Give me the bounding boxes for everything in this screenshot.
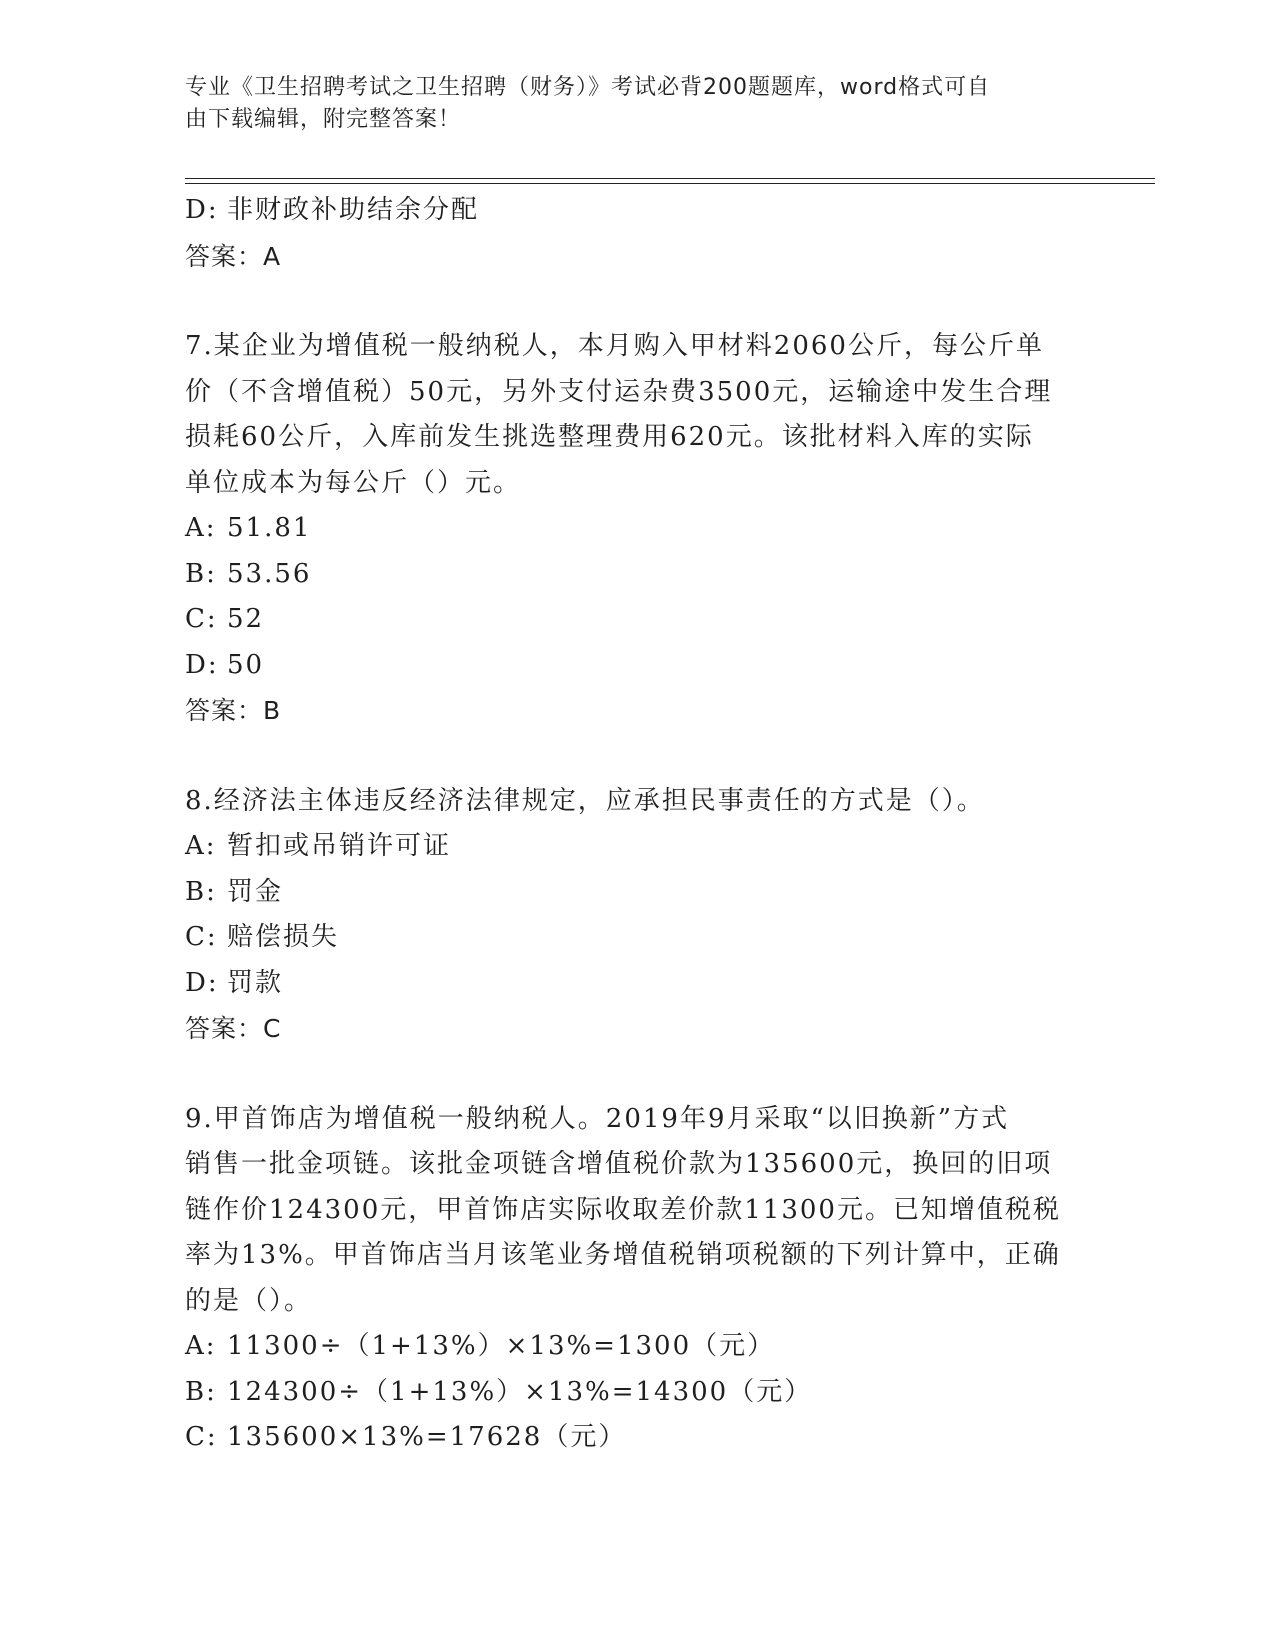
- header-divider-bottom: [185, 183, 1155, 184]
- option-row: [185, 506, 1085, 552]
- option-letter: B:: [185, 558, 217, 589]
- option-text: 赔偿损失: [227, 922, 340, 952]
- option-text: 50: [227, 649, 265, 680]
- option-text: 51.81: [227, 513, 312, 543]
- option-row: [185, 1324, 1085, 1370]
- option-text: 非财政补助结余分配: [227, 195, 480, 225]
- option-row: [185, 552, 1085, 598]
- option-letter: A:: [185, 831, 217, 861]
- spacer: [185, 279, 1085, 324]
- header-divider-top: [185, 178, 1155, 179]
- option-text: 124300÷（1+13%）×13%=14300（元）: [227, 1376, 813, 1407]
- option-letter: B:: [185, 1376, 217, 1407]
- spacer: [185, 1052, 1085, 1097]
- option-letter: C:: [185, 1422, 218, 1452]
- option-letter: C:: [185, 922, 218, 952]
- option-row: [185, 1370, 1085, 1416]
- question-stem-line: 价（不含增值税）50元，另外支付运杂费3500元，运输途中发生合理: [185, 376, 1053, 407]
- option-row: [185, 643, 1085, 689]
- option-letter: B:: [185, 876, 217, 907]
- option-letter: D:: [185, 967, 219, 998]
- option-text: 罚款: [227, 967, 284, 998]
- option-letter: D:: [185, 195, 219, 225]
- question-stem-line: 单位成本为每公斤（）元。: [185, 467, 522, 498]
- question-block: [185, 324, 1085, 734]
- question-stem-line: 销售一批金项链。该批金项链含增值税价款为135600元，换回的旧项: [185, 1149, 1053, 1179]
- answer-line: 答案：C: [185, 1014, 282, 1043]
- question-block: [185, 1097, 1085, 1461]
- spacer: [185, 734, 1085, 779]
- document-body: [185, 188, 1085, 1461]
- option-text: 53.56: [227, 558, 312, 589]
- answer-line: 答案：A: [185, 241, 282, 271]
- option-row: [185, 961, 1085, 1007]
- question-stem-line: 8.经济法主体违反经济法律规定，应承担民事责任的方式是（）。: [185, 785, 985, 816]
- option-row: [185, 188, 1085, 234]
- option-letter: C:: [185, 604, 218, 634]
- option-letter: D:: [185, 649, 219, 680]
- option-row: [185, 597, 1085, 643]
- header-line-1: 专业《卫生招聘考试之卫生招聘（财务）》考试必背200题题库，word格式可自: [185, 75, 991, 100]
- option-row: [185, 915, 1085, 961]
- question-block: [185, 779, 1085, 1052]
- question-stem-line: 链作价124300元，甲首饰店实际收取差价款11300元。已知增值税税: [185, 1194, 1061, 1225]
- question-stem-line: 损耗60公斤，入库前发生挑选整理费用620元。该批材料入库的实际: [185, 422, 1034, 452]
- option-text: 11300÷（1+13%）×13%=1300（元）: [227, 1331, 776, 1361]
- option-letter: A:: [185, 1331, 217, 1361]
- answer-line: 答案：B: [185, 696, 282, 725]
- option-row: [185, 1415, 1085, 1461]
- header-line-2: 由下载编辑，附完整答案！: [185, 107, 462, 132]
- option-text: 52: [227, 604, 265, 634]
- option-text: 135600×13%=17628（元）: [227, 1422, 627, 1452]
- question-stem-line: 率为13%。甲首饰店当月该笔业务增值税销项税额的下列计算中，正确: [185, 1240, 1061, 1270]
- option-letter: A:: [185, 513, 217, 543]
- option-text: 罚金: [227, 876, 284, 907]
- question-stem-line: 9.甲首饰店为增值税一般纳税人。2019年9月采取“以旧换新”方式: [185, 1103, 1010, 1134]
- option-row: [185, 824, 1085, 870]
- question-stem-line: 的是（）。: [185, 1285, 313, 1316]
- option-row: [185, 870, 1085, 916]
- document-header: [185, 72, 1065, 136]
- question-stem-line: 7.某企业为增值税一般纳税人，本月购入甲材料2060公斤，每公斤单: [185, 331, 1044, 361]
- option-text: 暂扣或吊销许可证: [227, 831, 452, 861]
